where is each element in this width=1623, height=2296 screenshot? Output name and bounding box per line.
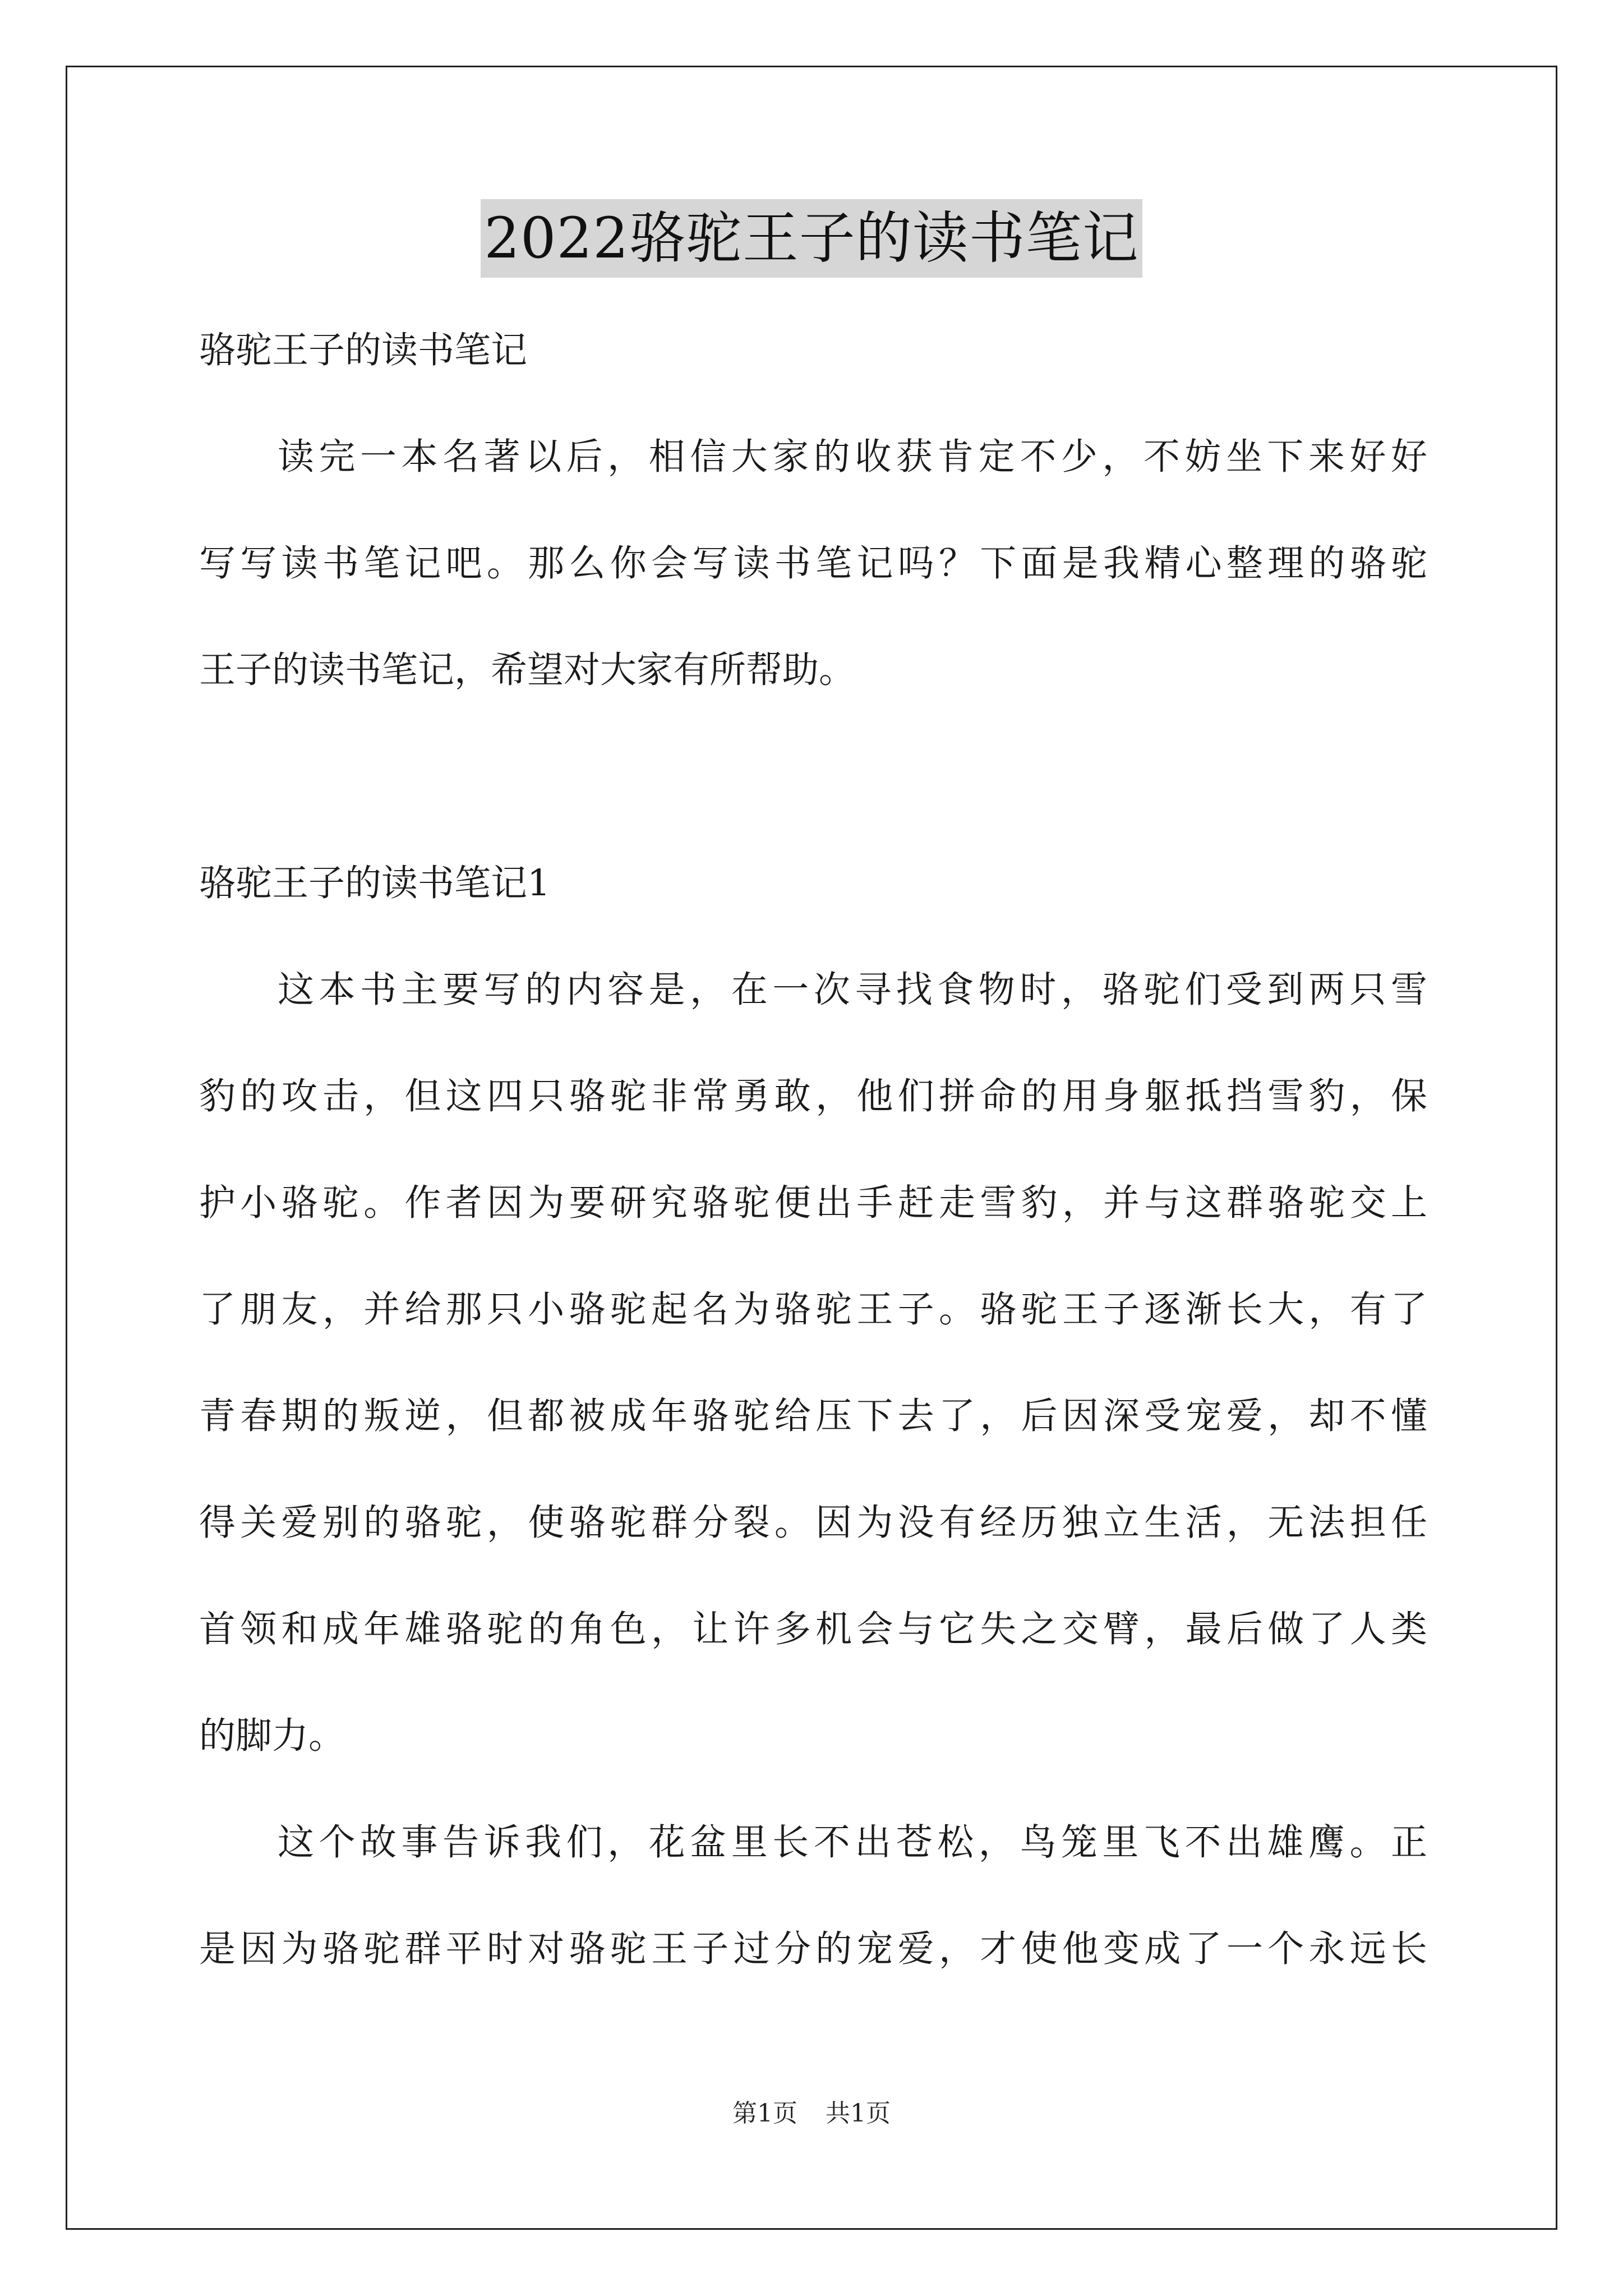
paragraph-line: 的脚力。: [199, 1715, 345, 1757]
paragraph-line: 是因为骆驼群平时对骆驼王子过分的宠爱，才使他变成了一个永远长: [199, 1928, 1427, 1970]
paragraph-line: 了朋友，并给那只小骆驼起名为骆驼王子。骆驼王子逐渐长大，有了: [199, 1289, 1427, 1331]
paragraph-line: 这个故事告诉我们，花盆里长不出苍松，鸟笼里飞不出雄鹰。正: [278, 1821, 1427, 1864]
page-footer: [0, 2097, 1623, 2131]
page-number: 第1页: [732, 2099, 797, 2128]
paragraph-line: 青春期的叛逆，但都被成年骆驼给压下去了，后因深受宠爱，却不懂: [199, 1395, 1427, 1437]
section-heading: 骆驼王子的读书笔记: [199, 329, 528, 371]
intro-line: 写写读书笔记吧。那么你会写读书笔记吗？下面是我精心整理的骆驼: [199, 542, 1427, 585]
page-total: 共1页: [826, 2099, 891, 2128]
section-heading: 骆驼王子的读书笔记1: [199, 862, 551, 904]
paragraph-gap: [199, 724, 1427, 830]
paragraph-line: 豹的攻击，但这四只骆驼非常勇敢，他们拼命的用身躯抵挡雪豹，保: [199, 1075, 1427, 1117]
intro-line: 王子的读书笔记，希望对大家有所帮助。: [199, 649, 856, 691]
paragraph-line: 护小骆驼。作者因为要研究骆驼便出手赶走雪豹，并与这群骆驼交上: [199, 1182, 1427, 1224]
document-title: 2022骆驼王子的读书笔记: [481, 199, 1142, 278]
intro-line: 读完一本名著以后，相信大家的收获肯定不少，不妨坐下来好好: [278, 436, 1427, 478]
paragraph-line: 这本书主要写的内容是，在一次寻找食物时，骆驼们受到两只雪: [278, 969, 1427, 1011]
paragraph-line: 首领和成年雄骆驼的角色，让许多机会与它失之交臂，最后做了人类: [199, 1608, 1427, 1650]
paragraph-line: 得关爱别的骆驼，使骆驼群分裂。因为没有经历独立生活，无法担任: [199, 1502, 1427, 1544]
title-container: [0, 199, 1623, 278]
document-body: [199, 297, 1427, 2003]
